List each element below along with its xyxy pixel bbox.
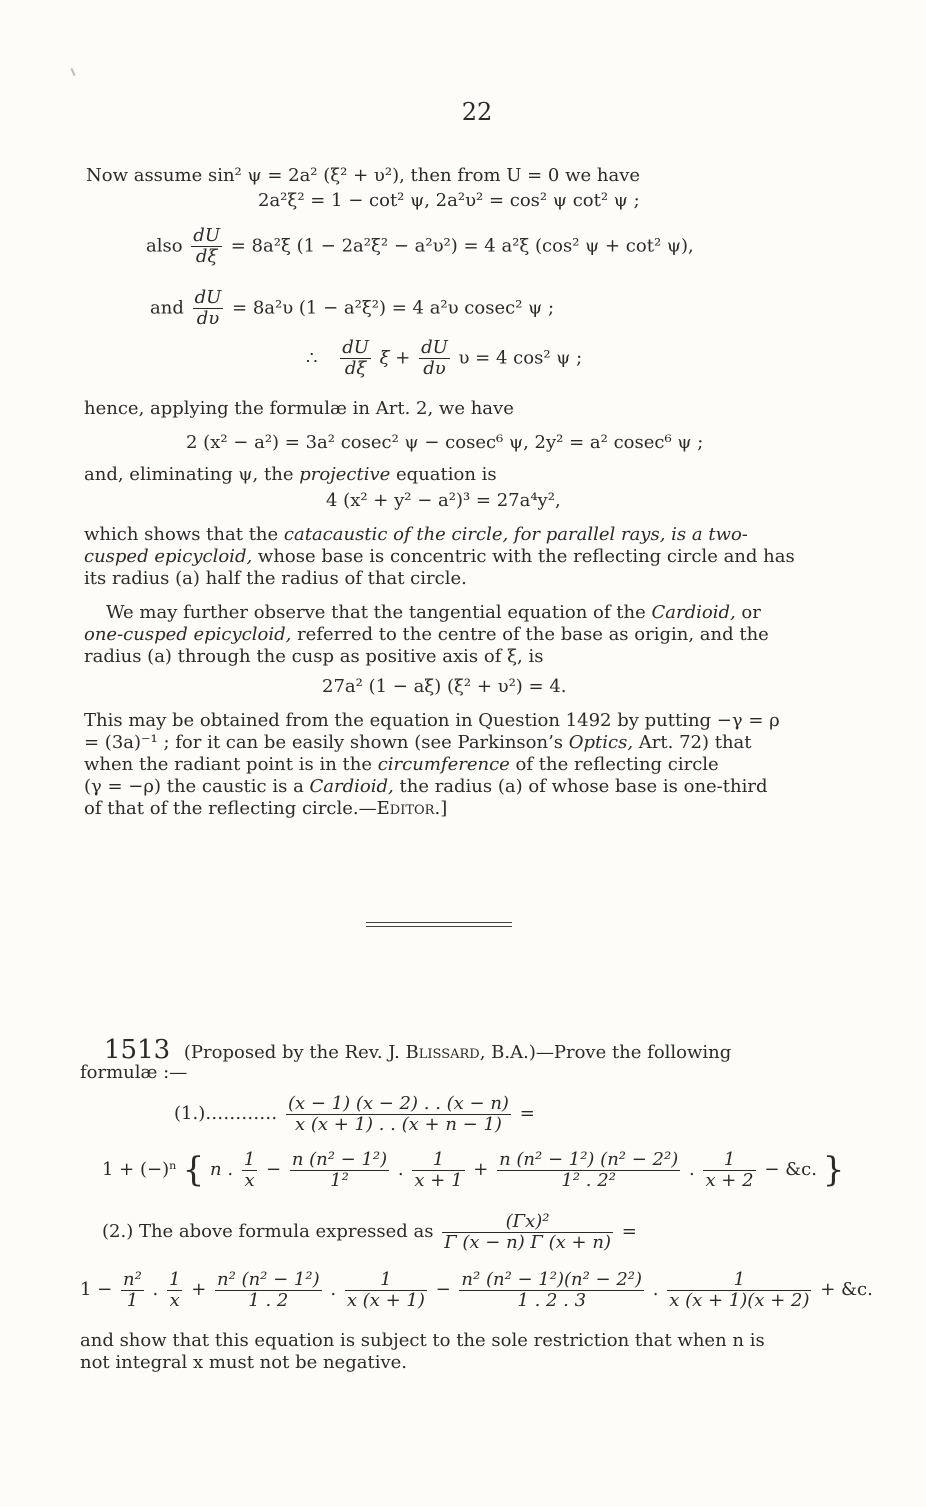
- section-divider: [366, 926, 512, 927]
- denominator: dξ: [344, 358, 367, 379]
- rhs: υ = 4 cos² ψ ;: [458, 347, 583, 369]
- numerator: dU: [421, 337, 448, 358]
- fraction: [193, 288, 224, 329]
- rhs: = 8a²ξ (1 − 2a²ξ² − a²υ²) = 4 a²ξ (cos² ψ + cot² ψ),: [230, 235, 694, 257]
- denominator: dξ: [195, 246, 218, 267]
- equation-and: [150, 288, 554, 329]
- text-line: hence, applying the formulæ in Art. 2, we have: [84, 398, 514, 419]
- denominator: dυ: [423, 358, 446, 379]
- equation: 2a²ξ² = 1 − cot² ψ, 2a²υ² = cos² ψ cot² ψ ;: [258, 190, 640, 211]
- text-line: not integral x must not be negative.: [80, 1352, 407, 1373]
- and-word: and: [150, 297, 184, 319]
- denominator: dυ: [196, 308, 220, 329]
- text-line: and show that this equation is subject to the sole restriction that when n is: [80, 1330, 765, 1351]
- question-heading: 1513 (Proposed by the Rev. J. Blissard, B.A.)—Prove the following: [104, 1035, 732, 1065]
- formula-1: (1.)………… $\frac{(x - 1) (x - 2) . . (x - n)}{x (x + 1) . . (x + n - 1)}$ =: [174, 1092, 535, 1135]
- equation-also: [146, 226, 694, 267]
- also-word: also: [146, 235, 183, 257]
- question-number: 1513: [104, 1035, 171, 1065]
- equation: 2 (x² − a²) = 3a² cosec² ψ − cosec⁶ ψ, 2y² = a² cosec⁶ ψ ;: [186, 432, 704, 453]
- text-line: when the radiant point is in the circumference of the reflecting circle: [84, 754, 719, 775]
- numerator: dU: [193, 225, 220, 246]
- text-line: one-cusped epicycloid, referred to the centre of the base as origin, and the: [84, 624, 769, 645]
- text-line: radius (a) through the cusp as positive axis of ξ, is: [84, 646, 544, 667]
- fraction: [191, 226, 222, 267]
- therefore-symbol: ∴: [306, 347, 318, 369]
- formula-2: (2.) The above formula expressed as $\frac{\text{(Γx)²}}{\Gamma (x - n) \Gamma (x + n)}$ =: [102, 1210, 637, 1253]
- formula-1-expansion: 1 + (−)ⁿ { n . $\frac{1}{x}$ − $\frac{\text{n (n² − 1²)}}{\text{1²}}$ . $\frac{1}{x + 1}$ + $\frac{\text{n (n² − 1²) (n² − 2²)}}{\text{1² . 2²}}$ . $\frac{1}{x + 2}$ − &c. }: [102, 1148, 845, 1191]
- fraction: [340, 338, 371, 379]
- text-line: formulæ :—: [80, 1062, 188, 1083]
- equation-therefore: ∴ $\frac{dU}{d\xi}$ ξ + $\frac{dU}{d\upsilon}$ υ = 4 cos² ψ ;: [306, 337, 583, 379]
- section-divider: [366, 922, 512, 923]
- page-number: 22: [461, 98, 493, 126]
- equation: 27a² (1 − aξ) (ξ² + υ²) = 4.: [322, 676, 567, 697]
- text-line: = (3a)⁻¹ ; for it can be easily shown (see Parkinson’s Optics, Art. 72) that: [84, 732, 752, 753]
- formula-2-series: 1 − $\frac{\text{n²}}{1}$ . $\frac{1}{x}$ + $\frac{\text{n² (n² − 1²)}}{1 . 2}$ . $\frac{1}{x (x + 1)}$ − $\frac{\text{n² (n² − 1²)(n² − 2²)}}{1 . 2 . 3}$ . $\frac{1}{x (x + 1)(x + 2)}$ + &c.: [80, 1268, 873, 1311]
- text-line: of that of the reflecting circle.—Editor.]: [84, 798, 448, 819]
- fraction: $\frac{(x - 1) (x - 2) . . (x - n)}{x (x + 1) . . (x + n - 1)}$: [287, 1092, 509, 1135]
- fraction: [419, 338, 450, 379]
- text-line: (γ = −ρ) the caustic is a Cardioid, the radius (a) of whose base is one-third: [84, 776, 768, 797]
- rhs: = 8a²υ (1 − a²ξ²) = 4 a²υ cosec² ψ ;: [232, 297, 555, 319]
- equation: 4 (x² + y² − a²)³ = 27a⁴y²,: [326, 490, 561, 511]
- text-line: its radius (a) half the radius of that circle.: [84, 568, 467, 589]
- speck: [70, 68, 75, 76]
- text-line: cusped epicycloid, whose base is concentric with the reflecting circle and has: [84, 546, 795, 567]
- numerator: dU: [194, 287, 222, 308]
- text-line: This may be obtained from the equation in Question 1492 by putting −γ = ρ: [84, 710, 780, 731]
- numerator: dU: [342, 337, 369, 358]
- text-line: Now assume sin² ψ = 2a² (ξ² + υ²), then from U = 0 we have: [86, 165, 641, 186]
- text-line: We may further observe that the tangential equation of the Cardioid, or: [106, 602, 761, 623]
- text-line: and, eliminating ψ, the projective equation is: [84, 464, 497, 485]
- text-line: which shows that the catacaustic of the circle, for parallel rays, is a two-: [84, 524, 748, 545]
